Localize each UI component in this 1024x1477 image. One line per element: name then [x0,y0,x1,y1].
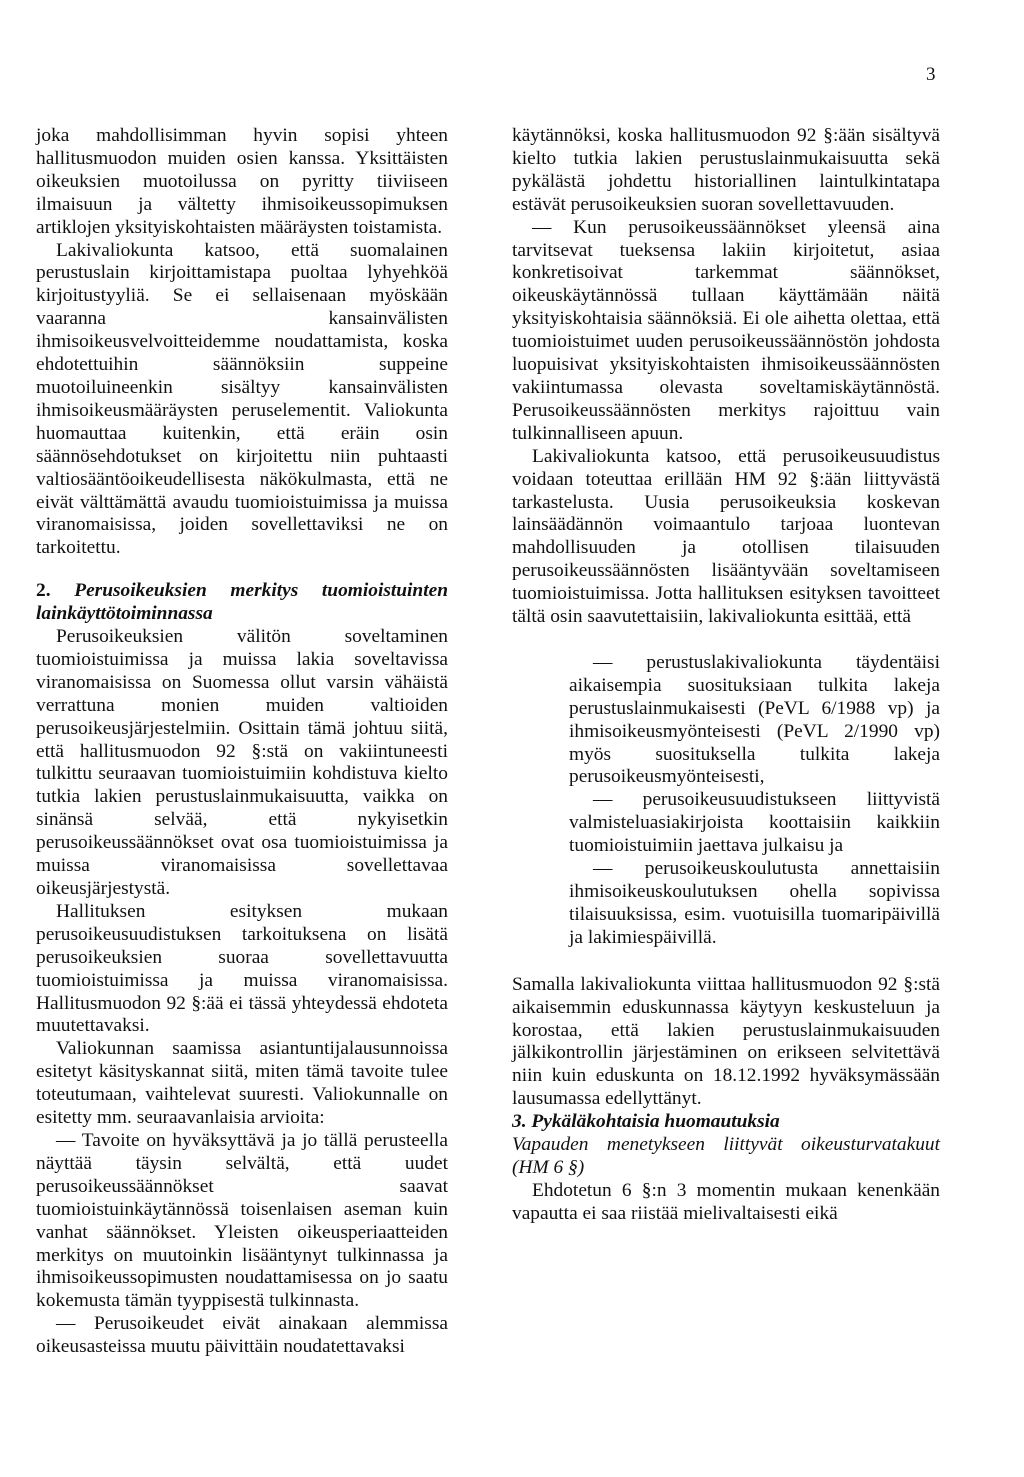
paragraph: Perusoikeuksien välitön soveltaminen tuomioistuimissa ja muissa lakia soveltavissa viranomaisissa on Suomessa ollut varsin vähäistä verrattuna monien muiden valtioiden perusoikeusjärjestelmiin. Osittain tämä johtuu siitä, että hallitusmuodon 92 §:stä on vakiintuneesti tulkittu seuraavan tuomioistuimiin kohdistuva kielto tutkia lakien perustuslainmukaisuutta, vaikka on sinänsä selvää, että nykyisetkin perusoikeussäännökset ovat osa tuomioistuimissa ja muissa viranomaisissa sovellettavaa oikeusjärjestystä. [36,626,448,899]
page-number: 3 [926,64,936,85]
left-column [36,125,448,1359]
list-item: — perustuslakivaliokunta täydentäisi aikaisempia suosituksiaan tulkita lakeja perustuslainmukaisesti (PeVL 6/1988 vp) ja ihmisoikeusmyönteisesti (PeVL 2/1990 vp) myös suosituksella tulkita lakeja perusoikeusmyönteisesti, [569,651,940,788]
paragraph: Valiokunnan saamissa asiantuntijalausunnoissa esitetyt käsityskannat siitä, miten tämä tavoite tulee toteutumaan, vaihtelevat suuresti. Valiokunnalle on esitetty mm. seuraavanlaisia arvioita: [36,1038,448,1129]
paragraph: käytännöksi, koska hallitusmuodon 92 §:ään sisältyvä kielto tutkia lakien perustuslainmukaisuutta sekä pykälästä johdettu historiallinen laintulkintatapa estävät perusoikeuksien suoran sovellettavuuden. [512,125,940,215]
paragraph: Lakivaliokunta katsoo, että perusoikeusuudistus voidaan toteuttaa erillään HM 92 §:ään liittyvästä tarkastelusta. Uusia perusoikeuksia koskevan lainsäädännön voimaantulo tarjoaa luontevan mahdollisuuden ja otollisen tilaisuuden perusoikeussäännösten lisääntyvään soveltamiseen tuomioistuimissa. Jotta hallituksen esityksen tavoitteet tältä osin saavutettaisiin, lakivaliokunta esittää, että [512,445,940,628]
subsection-heading: Vapauden menetykseen liittyvät oikeusturvatakuut (HM 6 §) [512,1134,940,1178]
paragraph: joka mahdollisimman hyvin sopisi yhteen hallitusmuodon muiden osien kanssa. Yksittäisten oikeuksien muotoilussa on pyritty tiiviiseen ilmaisuun ja vältetty ihmisoikeussopimuksen artiklojen yksityiskohtaisten määräysten toistamista. [36,125,448,238]
section-number: 2. [36,580,51,602]
section-heading: 3. Pykäläkohtaisia huomautuksia [512,1111,780,1133]
paragraph: — Perusoikeudet eivät ainakaan alemmissa oikeusasteissa muutu päivittäin noudatettavaksi [36,1313,448,1358]
paragraph: Samalla lakivaliokunta viittaa hallitusmuodon 92 §:stä aikaisemmin eduskunnassa käytyyn keskusteluun ja korostaa, että lakien perustuslainmukaisuuden jälkikontrollin järjestäminen on erikseen selvitettävä niin kuin eduskunta on 18.12.1992 hyväksymässään lausumassa edellyttänyt. [512,973,940,1110]
paragraph: — Tavoite on hyväksyttävä ja jo tällä perusteella näyttää täysin selvältä, että uudet perusoikeussäännökset saavat tuomioistuinkäytännössä toisenlaisen aseman kuin vanhat säännökset. Yleisten oikeusperiaatteiden merkitys on muutoinkin lisääntynyt tulkinnassa ja ihmisoikeussopimusten noudattamisessa on jo saatu kokemusta tämän tyyppisestä tulkinnasta. [36,1129,448,1312]
paragraph: Lakivaliokunta katsoo, että suomalainen perustuslain kirjoittamistapa puoltaa lyhyehköä kirjoitustyyliä. Se ei sellaisenaan myöskään vaaranna kansainvälisten ihmisoikeusvelvoitteidemme noudattamista, koska ehdotettuihin säännöksiin suppeine muotoiluineenkin sisältyy kansainvälisten ihmisoikeusmääräysten peruselementit. Valiokunta huomauttaa kuitenkin, että eräin osin säännösehdotukset on kirjoitettu niin puhtaasti valtiosääntöoikeudellisesta näkökulmasta, että ne eivät välttämättä avaudu tuomioistuimissa ja muissa viranomaisissa, joiden sovellettaviksi ne on tarkoitettu. [36,239,448,559]
section-heading [36,580,448,626]
list-item: — perusoikeusuudistukseen liittyvistä valmisteluasiakirjoista koottaisiin kaikkiin tuomioistuimiin jaettava julkaisu ja [569,789,940,857]
paragraph: Ehdotetun 6 §:n 3 momentin mukaan kenenkään vapautta ei saa riistää mielivaltaisesti eikä [512,1179,940,1224]
paragraph: Hallituksen esityksen mukaan perusoikeusuudistuksen tarkoituksena on lisätä perusoikeuksien suoraa sovellettavuutta tuomioistuimissa ja muissa viranomaisissa. Hallitusmuodon 92 §:ää ei tässä yhteydessä ehdoteta muutettavaksi. [36,900,448,1037]
paragraph: — Kun perusoikeussäännökset yleensä aina tarvitsevat tueksensa lakiin kirjoitetut, asiaa konkretisoivat tarkemmat säännökset, oikeuskäytännössä tullaan käyttämään näitä yksityiskohtaisia säännöksiä. Ei ole aihetta olettaa, että tuomioistuimet uuden perusoikeussäännöstön johdosta luopuisivat yksityiskohtaisten ihmisoikeussäännösten vakiintumassa olevasta soveltamiskäytännöstä. Perusoikeussäännösten merkitys rajoittuu vain tulkinnalliseen apuun. [512,216,940,444]
recommendation-list [569,652,940,950]
list-item: — perusoikeuskoulutusta annettaisiin ihmisoikeuskoulutuksen ohella sopivissa tilaisuuksissa, esim. vuotuisilla tuomaripäivillä ja lakimiespäivillä. [569,858,940,948]
section-title: Perusoikeuksien merkitys tuomioistuinten lainkäyttötoiminnassa [36,580,448,625]
right-column [512,125,940,1226]
